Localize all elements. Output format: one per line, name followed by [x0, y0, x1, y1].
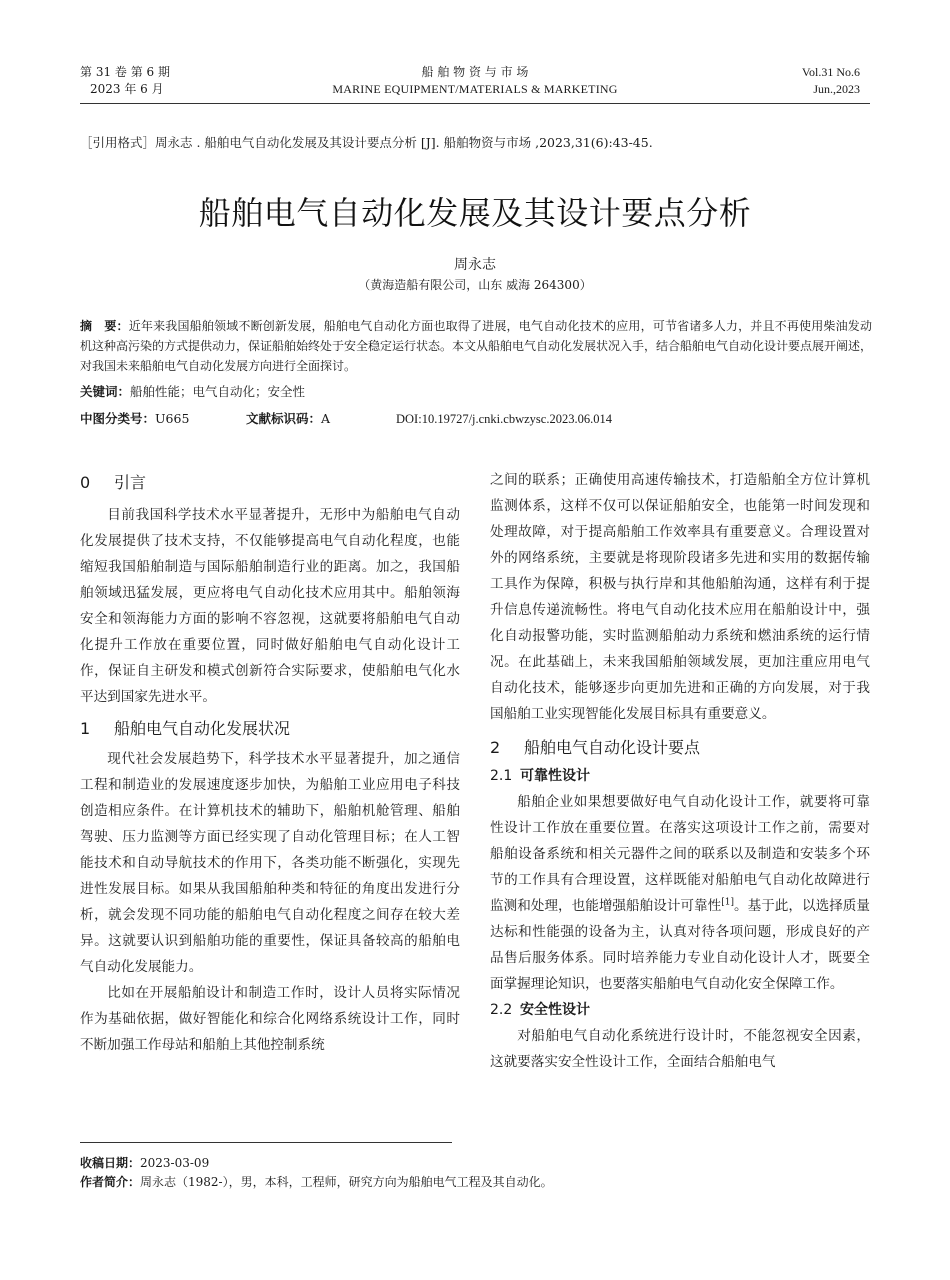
subsection-2-1-heading — [490, 763, 870, 789]
paper-title: 船舶电气自动化发展及其设计要点分析 — [198, 194, 752, 232]
received-value: 2023-03-09 — [140, 1156, 210, 1170]
abstract-label: 摘 要： — [80, 319, 129, 333]
section-2-title: 船舶电气自动化设计要点 — [524, 738, 701, 757]
clc-value: U665 — [155, 411, 190, 426]
section-1-title: 船舶电气自动化发展状况 — [114, 719, 291, 738]
abstract-text: 近年来我国船舶领域不断创新发展，船舶电气自动化方面也取得了进展，电气自动化技术的应用，可节省诸多人力，并且不再使用柴油发动机这种高污染的方式提供动力，保证船舶始终处于安全稳定运行状态。本文从船舶电气自动化发展状况入手，结合船舶电气自动化设计要点展开阐述，对我国未来船舶电气自动化发展方向进行全面探讨。 — [80, 319, 873, 373]
header-date-en: Jun.,2023 — [813, 82, 860, 96]
section-1-paragraph-2: 比如在开展船舶设计和制造工作时，设计人员将实际情况作为基础依据，做好智能化和综合化网络系统设计工作，同时不断加强工作母站和船舶上其他控制系统 — [80, 985, 460, 1053]
subsection-2-2-number: 2.2 — [490, 1002, 513, 1018]
author-affiliation: （黄海造船有限公司，山东 威海 264300） — [358, 278, 592, 292]
received-label: 收稿日期： — [80, 1156, 141, 1170]
doc-label: 文献标识码： — [246, 411, 322, 426]
abstract — [80, 316, 872, 376]
subsection-2-1-text-a: 船舶企业如果想要做好电气自动化设计工作，就要将可靠性设计工作放在重要位置。在落实这项设计工作之前，需要对船舶设备系统和相关元器件之间的联系以及制造和安装多个环节的工作具有合理设置，这样既能对船舶电气自动化故障进行监测和处理，也能增强船舶设计可靠性 — [490, 794, 870, 914]
section-0-paragraph: 目前我国科学技术水平显著提升，无形中为船舶电气自动化发展提供了技术支持，不仅能够提高电气自动化程度，也能缩短我国船舶制造与国际船舶制造行业的距离。加之，我国船舶领域迅猛发展，更应将电气自动化技术应用其中。船舶领海安全和领海能力方面的影响不容忽视，这就要将船舶电气自动化提升工作放在重要位置，同时做好船舶电气自动化设计工作，保证自主研发和模式创新符合实际要求，使船舶电气化水平达到国家先进水平。 — [80, 507, 460, 705]
header-center — [270, 64, 680, 98]
subsection-2-2-heading — [490, 997, 870, 1023]
section-0-title: 引言 — [114, 473, 147, 492]
subsection-2-1-number: 2.1 — [490, 768, 513, 784]
bio-label: 作者简介： — [80, 1175, 141, 1189]
subsection-2-2-title: 安全性设计 — [520, 1002, 590, 1018]
running-header — [0, 64, 950, 104]
subsection-2-1-text-b: 。基于此，以选择质量达标和性能强的设备为主，认真对待各项问题，形成良好的产品售后服务体系。同时培养能力专业自动化设计人才，既要全面掌握理论知识，也要落实船舶电气自动化安全保障工作。 — [490, 898, 871, 992]
footnote-rule — [80, 1142, 452, 1143]
header-date-cn: 2023 年 6 月 — [90, 82, 164, 96]
header-journal-cn: 船 舶 物 资 与 市 场 — [421, 65, 529, 79]
right-column — [490, 467, 870, 1075]
citation-text: 周永志 . 船舶电气自动化发展及其设计要点分析 [J]. 船舶物资与市场 ,2023,31(6):43-45. — [155, 135, 653, 150]
header-journal-en: MARINE EQUIPMENT/MATERIALS & MARKETING — [332, 82, 618, 96]
keywords — [80, 383, 305, 401]
subsection-2-1-title: 可靠性设计 — [520, 768, 590, 784]
doc-code — [246, 410, 330, 428]
section-2-heading — [490, 733, 870, 763]
citation — [80, 134, 880, 152]
section-0-number: 0 — [80, 473, 91, 492]
header-left — [80, 64, 170, 98]
section-1-heading — [80, 714, 460, 744]
reference-marker: [1] — [721, 897, 734, 908]
doi: DOI:10.19727/j.cnki.cbwzysc.2023.06.014 — [396, 412, 612, 426]
section-1-paragraph-2-continued: 之间的联系；正确使用高速传输技术，打造船舶全方位计算机监测体系，这样不仅可以保证船舶安全，也能第一时间发现和处理故障，对于提高船舶工作效率具有重要意义。合理设置对外的网络系统，主要就是将现阶段诸多先进和实用的数据传输工具作为保障，积极与执行岸和其他船舶沟通，这样有利于提升信息传递流畅性。将电气自动化技术应用在船舶设计中，强化自动报警功能，实时监测船舶动力系统和燃油系统的运行情况。在此基础上，未来我国船舶领域发展，更加注重应用电气自动化技术，能够逐步向更加先进和正确的方向发展，对于我国船舶工业实现智能化发展目标具有重要意义。 — [490, 472, 870, 722]
footnote-author-bio — [80, 1173, 553, 1191]
left-column — [80, 466, 460, 1058]
keywords-text: 船舶性能；电气自动化；安全性 — [130, 384, 306, 399]
header-volume-en: Vol.31 No.6 — [801, 65, 860, 79]
author-name: 周永志 — [454, 257, 496, 273]
section-0-heading — [80, 468, 460, 498]
footnote-received — [80, 1154, 209, 1172]
subsection-2-1-paragraph — [490, 789, 870, 997]
section-1-number: 1 — [80, 719, 91, 738]
keywords-label: 关键词： — [80, 384, 131, 399]
bio-value: 周永志（1982-），男，本科，工程师，研究方向为船舶电气工程及其自动化。 — [140, 1175, 553, 1189]
section-1-paragraph-1: 现代社会发展趋势下，科学技术水平显著提升，加之通信工程和制造业的发展速度逐步加快，为船舶工业应用电子科技创造相应条件。在计算机技术的辅助下，船舶机舱管理、船舶驾驶、压力监测等方面已经实现了自动化管理目标；在人工智能技术和自动导航技术的作用下，各类功能不断强化，实现先进性发展目标。如果从我国船舶种类和特征的角度出发进行分析，就会发现不同功能的船舶电气自动化程度之间存在较大差异。这就要认识到船舶功能的重要性，保证具备较高的船舶电气自动化发展能力。 — [80, 751, 460, 975]
section-2-number: 2 — [490, 738, 501, 757]
header-right — [802, 64, 860, 98]
header-rule — [80, 103, 870, 104]
classification — [80, 410, 189, 428]
clc-label: 中图分类号： — [80, 411, 156, 426]
header-volume-cn: 第 31 卷 第 6 期 — [80, 65, 170, 79]
doc-value: A — [321, 411, 331, 426]
citation-label: ［引用格式］ — [80, 135, 156, 150]
subsection-2-2-paragraph: 对船舶电气自动化系统进行设计时，不能忽视安全因素，这就要落实安全性设计工作，全面结合船舶电气 — [490, 1028, 870, 1070]
